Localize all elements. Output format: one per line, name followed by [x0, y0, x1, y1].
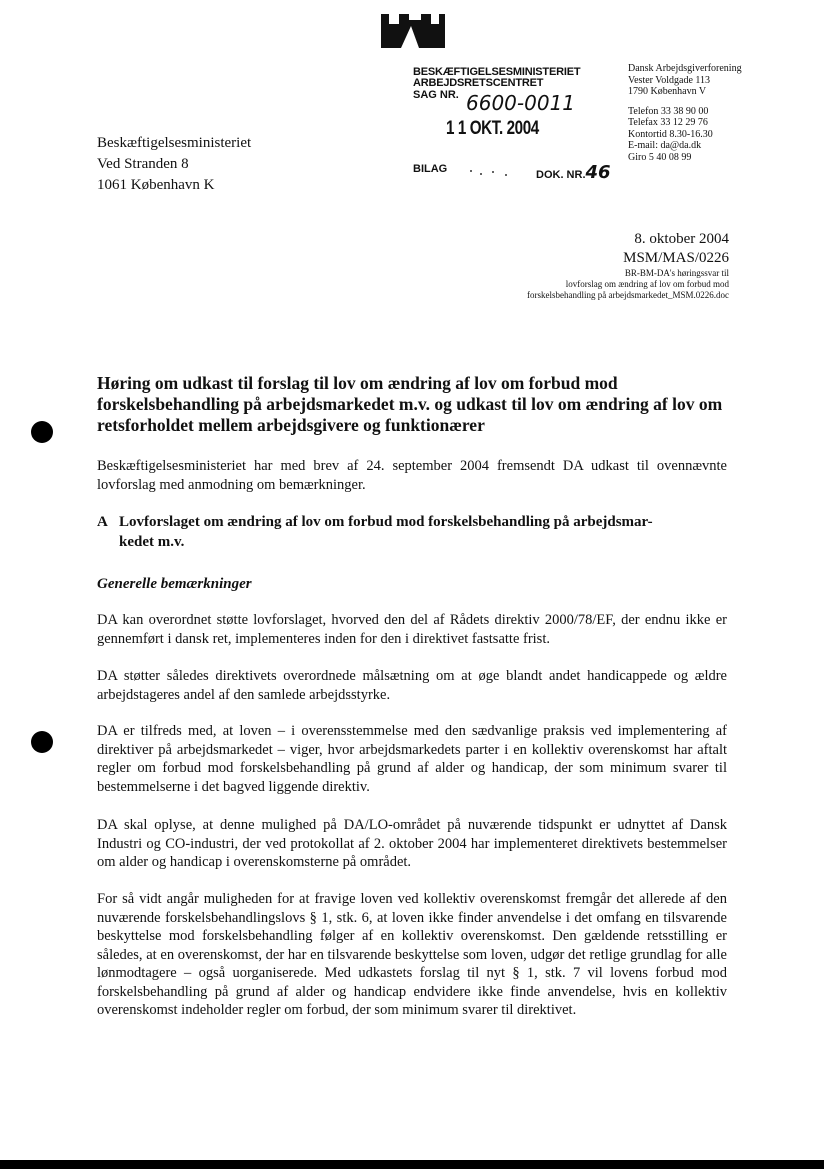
punch-hole	[31, 421, 53, 443]
scan-edge	[0, 1160, 824, 1169]
receipt-stamp	[413, 67, 613, 113]
case-number: MSM/MAS/0226	[623, 250, 729, 266]
recipient-address	[97, 133, 251, 196]
section-letter: A	[97, 514, 108, 530]
paragraph-2: DA støtter således direktivets overordnede målsætning om at øge blandt andet handicappede og ældre arbejdstageres andel af den samlede arbejdsstyrke.	[97, 668, 727, 703]
file-ref-1: BR-BM-DA's høringssvar til	[624, 268, 729, 278]
sender-address	[628, 63, 742, 163]
sender-street: Vester Voldgade 113	[628, 74, 711, 86]
sender-telefon: Telefon 33 38 90 00	[628, 105, 709, 117]
scan-speck	[480, 173, 482, 175]
stamp-dok-label: DOK. NR.	[536, 169, 586, 181]
section-a-line1: Lovforslaget om ændring af lov om forbud mod forskelsbehandling på arbejdsmar-	[119, 514, 653, 530]
stamp-sag-label: SAG NR.	[413, 89, 459, 101]
recipient-line2: Ved Stranden 8	[97, 156, 189, 172]
letter-date: 8. oktober 2004	[634, 231, 729, 247]
file-ref-3: forskelsbehandling på arbejdsmarkedet_MSM.0226.doc	[527, 290, 729, 300]
punch-hole	[31, 731, 53, 753]
stamp-date: 1 1 OKT. 2004	[446, 118, 539, 139]
sender-kontortid: Kontortid 8.30-16.30	[628, 128, 713, 140]
paragraph-3: DA er tilfreds med, at loven – i overensstemmelse med den sædvanlige praksis ved implementering af direktiver på arbejdsmarkedet – viger, hvor arbejdsmarkedets parter i en kollektiv overenskomst har aftalt regler om forbud mod forskelsbehandling på grund af alder og handicap, der som minimum svarer til bestemmelserne i det bagved liggende direktiv.	[97, 723, 727, 795]
paragraph-1: DA kan overordnet støtte lovforslaget, hvorved den del af Rådets direktiv 2000/78/EF, der endnu ikke er gennemført i dansk ret, implementeres inden for den i direktivet fastsatte frist.	[97, 612, 727, 647]
sender-giro: Giro 5 40 08 99	[628, 151, 692, 163]
stamp-dok	[536, 162, 611, 183]
scan-speck	[492, 171, 494, 173]
intro-paragraph: Beskæftigelsesministeriet har med brev af 24. september 2004 fremsendt DA udkast til ovennævnte lovforslag med anmodning om bemærkninger.	[97, 458, 727, 493]
scan-speck	[470, 170, 472, 172]
subheading: Generelle bemærkninger	[97, 576, 252, 592]
sender-email: E-mail: da@da.dk	[628, 140, 702, 151]
recipient-line1: Beskæftigelsesministeriet	[97, 135, 252, 151]
letter-title: Høring om udkast til forslag til lov om ændring af lov om forbud mod forskelsbehandling på arbejdsmarkedet m.v. og udkast til lov om ændring af lov om retsforholdet mellem arbejdsgivere og funktionærer	[97, 373, 723, 435]
sender-name: Dansk Arbejdsgiverforening	[628, 63, 742, 74]
logo-shape	[381, 14, 445, 48]
stamp-sag-number: 6600-0011	[466, 91, 576, 115]
section-a-heading	[97, 512, 727, 552]
paragraph-4: DA skal oplyse, at denne mulighed på DA/LO-området på nuværende tidspunkt er udnyttet af Dansk Industri og CO-industri, der ved protokollat af 2. oktober 2004 har implementeret direktivets bestemmelser om alder og handicap i overenskomsterne på området.	[97, 817, 727, 870]
file-ref-2: lovforslag om ændring af lov om forbud mod	[565, 279, 729, 289]
da-logo	[381, 14, 445, 48]
paragraph-5: For så vidt angår muligheden for at fravige loven ved kollektiv overenskomst fremgår det allerede af den nuværende forskelsbehandlingslovs § 1, stk. 6, at loven ikke finder anvendelse i det omfang en tilsvarende beskyttelse mod forskelsbehandling følger af en kollektiv overenskomst. Den gældende retsstilling er således, at en overenskomst, der har en tilsvarende beskyttelse som loven, udgør det retlige grundlag for alle lønmodtagere – også uorganiserede. Med udkastets forslag til nyt § 1, stk. 7 vil lovens forbud mod forskelsbehandling på grund af alder og handicap endvidere ikke finde anvendelse, hvis en kollektiv overenskomst indeholder regler om forbud, der som minimum svarer til direktivet.	[97, 891, 727, 1018]
stamp-center: ARBEJDSRETSCENTRET	[413, 77, 544, 89]
date-reference	[527, 230, 729, 301]
stamp-dok-number: 46	[585, 162, 611, 183]
stamp-ministry: BESKÆFTIGELSESMINISTERIET	[413, 66, 581, 78]
stamp-bilag-label: BILAG	[413, 163, 448, 175]
recipient-line3: 1061 København K	[97, 177, 215, 193]
sender-city: 1790 København V	[628, 86, 707, 97]
section-a-line2: kedet m.v.	[119, 534, 185, 550]
scan-speck	[505, 174, 507, 176]
sender-telefax: Telefax 33 12 29 76	[628, 117, 708, 128]
